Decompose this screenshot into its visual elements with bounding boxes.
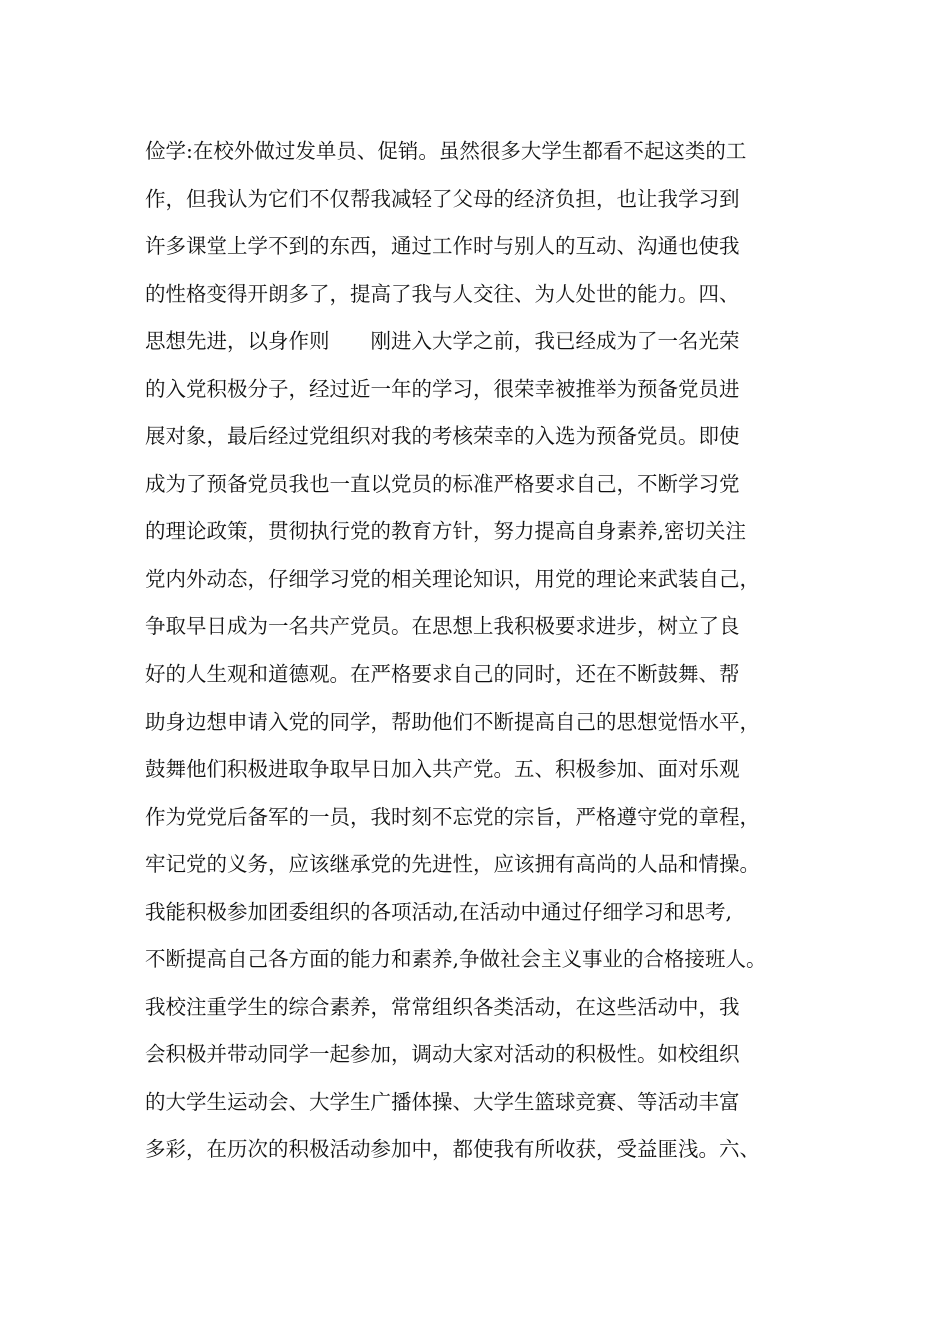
text-line: 好的人生观和道德观。在严格要求自己的同时，还在不断鼓舞、帮 (145, 662, 740, 687)
text-line: 的入党积极分子，经过近一年的学习，很荣幸被推举为预备党员进 (145, 376, 740, 401)
text-line: 思想先进，以身作则 刚进入大学之前，我已经成为了一名光荣 (145, 329, 740, 354)
text-line: 作为党党后备军的一员，我时刻不忘党的宗旨，严格遵守党的章程， (145, 804, 760, 829)
body-text (145, 128, 845, 1174)
text-line: 多彩，在历次的积极活动参加中，都使我有所收获，受益匪浅。六、 (145, 1137, 760, 1162)
text-line: 成为了预备党员我也一直以党员的标准严格要求自己，不断学习党 (145, 471, 740, 496)
text-line: 助身边想申请入党的同学，帮助他们不断提高自己的思想觉悟水平， (145, 709, 760, 734)
text-line: 的大学生运动会、大学生广播体操、大学生篮球竞赛、等活动丰富 (145, 1089, 740, 1114)
text-line: 我校注重学生的综合素养，常常组织各类活动，在这些活动中，我 (145, 994, 740, 1019)
text-line: 党内外动态，仔细学习党的相关理论知识，用党的理论来武装自己， (145, 566, 760, 591)
text-line: 牢记党的义务，应该继承党的先进性，应该拥有高尚的人品和情操。 (145, 852, 760, 877)
text-line: 鼓舞他们积极进取争取早日加入共产党。五、积极参加、面对乐观 (145, 757, 740, 782)
text-line: 不断提高自己各方面的能力和素养,争做社会主义事业的合格接班人。 (145, 947, 767, 972)
text-line: 展对象，最后经过党组织对我的考核荣幸的入选为预备党员。即使 (145, 424, 740, 449)
text-line: 俭学:在校外做过发单员、促销。虽然很多大学生都看不起这类的工 (145, 139, 747, 163)
text-line: 会积极并带动同学一起参加，调动大家对活动的积极性。如校组织 (145, 1042, 740, 1067)
text-line: 的性格变得开朗多了，提高了我与人交往、为人处世的能力。四、 (145, 281, 740, 306)
text-line: 我能积极参加团委组织的各项活动,在活动中通过仔细学习和思考, (145, 899, 733, 924)
text-line: 争取早日成为一名共产党员。在思想上我积极要求进步，树立了良 (145, 614, 740, 639)
text-line: 许多课堂上学不到的东西，通过工作时与别人的互动、沟通也使我 (145, 234, 740, 259)
text-line: 的理论政策，贯彻执行党的教育方针，努力提高自身素养,密切关注 (145, 519, 747, 544)
text-line: 作，但我认为它们不仅帮我减轻了父母的经济负担，也让我学习到 (145, 186, 740, 211)
